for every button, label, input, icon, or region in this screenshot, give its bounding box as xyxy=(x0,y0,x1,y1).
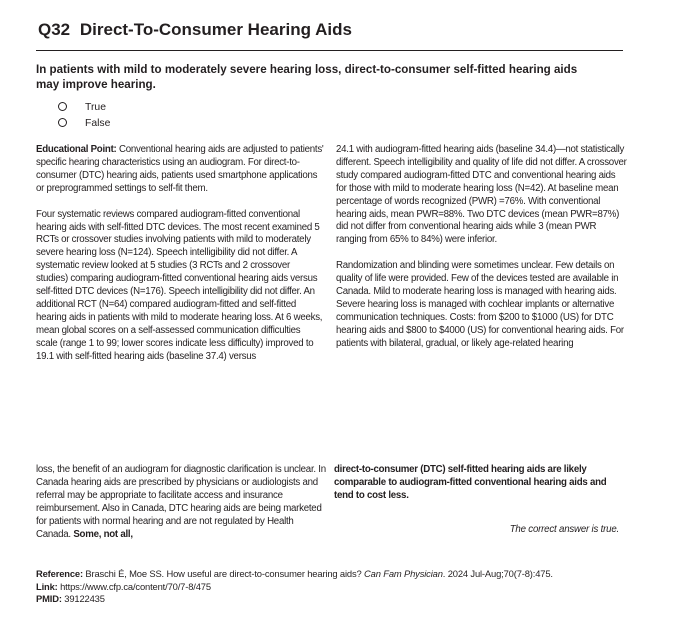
context-paragraph-part-1: Randomization and blinding were sometimes unclear. Few details on quality of life were provided. Few of the devices tested are available in Canada. Mild to moderate hearing loss is managed with hearing aids. Severe hearing loss is managed with cochlear implants or alternative communication techniques. Costs: from $200 to $1000 (US) for DTC hearing aids and $800 to $4000 (US) for conventional hearing aids. For patients with bilateral, gradual, or likely age-related hearing xyxy=(336,260,624,349)
column-2 xyxy=(336,144,628,351)
bottom-line-start: Some, not all, xyxy=(73,528,133,540)
option-true[interactable] xyxy=(58,102,106,113)
context-paragraph-part-2 xyxy=(36,464,326,541)
option-label: True xyxy=(85,102,106,113)
radio-icon[interactable] xyxy=(58,118,67,127)
radio-icon[interactable] xyxy=(58,102,67,111)
bottom-line-end: direct-to-consumer (DTC) self-fitted hearing aids are likely comparable to audiogram-fitted conventional hearing aids and tend to cost less. xyxy=(334,464,607,501)
reference-line xyxy=(36,568,553,581)
pmid-value: 39122435 xyxy=(61,593,105,605)
option-label: False xyxy=(85,118,111,129)
reference-tail: . 2024 Jul-Aug;70(7-8):475. xyxy=(442,568,553,579)
correct-answer: The correct answer is true. xyxy=(509,524,619,535)
link-url[interactable]: https://www.cfp.ca/content/70/7-8/475 xyxy=(57,580,211,592)
evidence-paragraph-part-1: Four systematic reviews compared audiogram-fitted conventional hearing aids with self-fitted DTC devices. The most recent examined 5 RCTs or crossover studies involving patients with mild to moderately severe hearing loss (N=124). Speech intelligibility did not differ. A systematic review looked at 5 studies (3 RCTs and 2 crossover studies) comparing audiogram-fitted conventional hearing aids versus self-fitted DTC devices (N=176). Speech intelligibility did not differ. An additional RCT (N=64) compared audiogram-fitted and self-fitted hearing aids in patients with mild to moderate hearing loss. At 6 weeks, mean global scores on a self-assessed communication difficulties scale (range 1 to 99; lower scores indicate less difficulty) improved to 19.1 with self-fitted hearing aids (baseline 37.4) versus xyxy=(36,208,323,362)
context-text: loss, the benefit of an audiogram for diagnostic clarification is unclear. In Canada hearing aids are prescribed by physicians or audiologists and referral may be appropriate to facilitate access and insurance reimbursement. Also in Canada, DTC hearing aids are being marketed for patients with normal hearing and are not regulated by Health Canada. xyxy=(36,464,326,540)
option-false[interactable] xyxy=(58,118,110,129)
question-text: In patients with mild to moderately severe hearing loss, direct-to-consumer self-fitted hearing aids may improve hearing. xyxy=(36,63,578,91)
evidence-paragraph-part-2: 24.1 with audiogram-fitted hearing aids (baseline 34.4)—not statistically different. Speech intelligibility and quality of life did not differ. A crossover study compared audiogram-fitted DTC and conventional hearing aids for those with mild to moderate hearing loss (N=42). At baseline mean percentage of words recognized (PWR) =76%. With conventional hearing aids, mean PWR=88%. Two DTC devices (mean PWR=87%) did not differ from conventional hearing aids while 3 (mean PWR ranging from 65% to 84%) were inferior. xyxy=(336,144,627,246)
column-4 xyxy=(334,464,626,503)
question-number: Q32 xyxy=(38,20,71,39)
link-line xyxy=(36,581,553,594)
column-3 xyxy=(36,464,326,541)
reference-label: Reference: xyxy=(36,568,83,579)
references xyxy=(36,568,553,606)
educational-point-label: Educational Point: xyxy=(36,144,117,155)
journal-name: Can Fam Physician xyxy=(364,568,443,579)
reference-text: Braschi É, Moe SS. How useful are direct-to-consumer hearing aids? xyxy=(82,568,365,579)
link-label: Link: xyxy=(36,580,58,592)
title-divider xyxy=(36,50,623,51)
educational-point xyxy=(36,144,324,196)
page-title xyxy=(38,20,352,40)
pmid-line xyxy=(36,593,553,606)
column-1 xyxy=(36,144,324,364)
educational-point-text: Conventional hearing aids are adjusted to patients' specific hearing characteristics using an audiogram. For direct-to-consumer (DTC) hearing aids, patients used smartphone applications or preprogrammed settings to self-fit them. xyxy=(36,144,324,194)
pmid-label: PMID: xyxy=(36,593,62,605)
question-title: Direct-To-Consumer Hearing Aids xyxy=(79,20,352,39)
